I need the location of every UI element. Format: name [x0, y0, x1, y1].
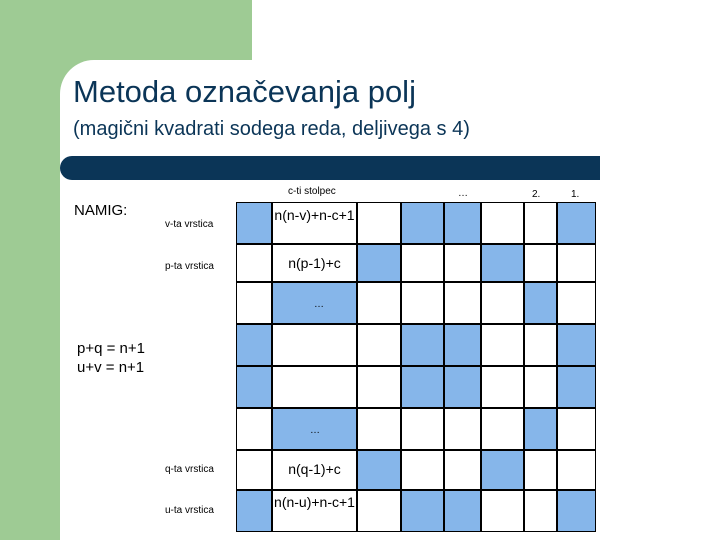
title-underline-bar	[60, 156, 600, 180]
grid-cell	[445, 245, 480, 281]
grid-cell	[402, 451, 443, 489]
grid-cell	[402, 367, 443, 407]
grid-cell	[482, 367, 523, 407]
row-label-q: q-ta vrstica	[165, 464, 214, 475]
grid-cell	[525, 203, 556, 243]
grid-cell	[358, 325, 400, 365]
grid-cell	[273, 367, 356, 407]
grid-cell	[402, 283, 443, 323]
row-label-v: v-ta vrstica	[165, 219, 214, 230]
magic-square-grid	[236, 202, 596, 532]
grid-cell	[482, 283, 523, 323]
grid-cell	[558, 409, 595, 449]
grid-cell	[237, 203, 271, 243]
grid-cell	[402, 491, 443, 531]
column-label-1: 1.	[571, 189, 580, 200]
hint-equation-pq: p+q = n+1	[77, 340, 145, 357]
grid-cell	[237, 325, 271, 365]
column-label-dots: …	[458, 188, 468, 199]
grid-cell	[525, 491, 556, 531]
cell-formula-u: n(n-u)+n-c+1	[274, 494, 355, 510]
grid-cell	[445, 283, 480, 323]
grid-cell	[558, 283, 595, 323]
grid-cell	[358, 451, 400, 489]
grid-cell	[558, 203, 595, 243]
grid-cell	[482, 203, 523, 243]
cell-formula-v: n(n-v)+n-c+1	[274, 207, 355, 223]
grid-cell	[402, 409, 443, 449]
grid-cell	[525, 409, 556, 449]
grid-cell	[358, 245, 400, 281]
grid-cell	[558, 325, 595, 365]
grid-cell	[445, 203, 480, 243]
grid-cell	[445, 325, 480, 365]
grid-cell	[525, 367, 556, 407]
cell-dots-top: …	[314, 299, 324, 310]
grid-cell	[358, 491, 400, 531]
grid-cell	[237, 245, 271, 281]
grid-cell	[273, 325, 356, 365]
grid-cell	[525, 451, 556, 489]
grid-cell	[445, 491, 480, 531]
grid-cell	[482, 491, 523, 531]
grid-cell	[402, 245, 443, 281]
row-label-p: p-ta vrstica	[165, 261, 214, 272]
grid-cell	[445, 367, 480, 407]
grid-cell	[402, 325, 443, 365]
grid-cell	[358, 283, 400, 323]
grid-cell	[558, 367, 595, 407]
grid-cell	[358, 203, 400, 243]
grid-cell	[558, 491, 595, 531]
grid-cell	[237, 409, 271, 449]
grid-cell	[482, 451, 523, 489]
grid-cell	[482, 409, 523, 449]
cell-formula-p: n(p-1)+c	[288, 255, 341, 271]
grid-cell	[525, 325, 556, 365]
row-label-u: u-ta vrstica	[165, 505, 214, 516]
grid-cell	[558, 245, 595, 281]
grid-cell	[237, 451, 271, 489]
grid-cell	[358, 367, 400, 407]
column-label-2: 2.	[532, 189, 541, 200]
grid-cell	[525, 245, 556, 281]
grid-cell	[402, 203, 443, 243]
cell-dots-bottom: …	[310, 425, 320, 436]
slide-subtitle: (magični kvadrati sodega reda, deljivega s 4)	[73, 118, 470, 140]
grid-cell	[482, 325, 523, 365]
hint-equation-uv: u+v = n+1	[77, 359, 145, 376]
grid-cell	[237, 367, 271, 407]
grid-cell	[237, 491, 271, 531]
hint-label: NAMIG:	[74, 202, 128, 219]
column-label-c: c-ti stolpec	[288, 186, 336, 197]
grid-cell	[445, 451, 480, 489]
grid-cell	[525, 283, 556, 323]
slide-title: Metoda označevanja polj	[73, 74, 416, 109]
grid-cell	[482, 245, 523, 281]
grid-cell	[445, 409, 480, 449]
grid-cell	[358, 409, 400, 449]
grid-cell	[237, 283, 271, 323]
grid-cell	[558, 451, 595, 489]
cell-formula-q: n(q-1)+c	[288, 461, 341, 477]
